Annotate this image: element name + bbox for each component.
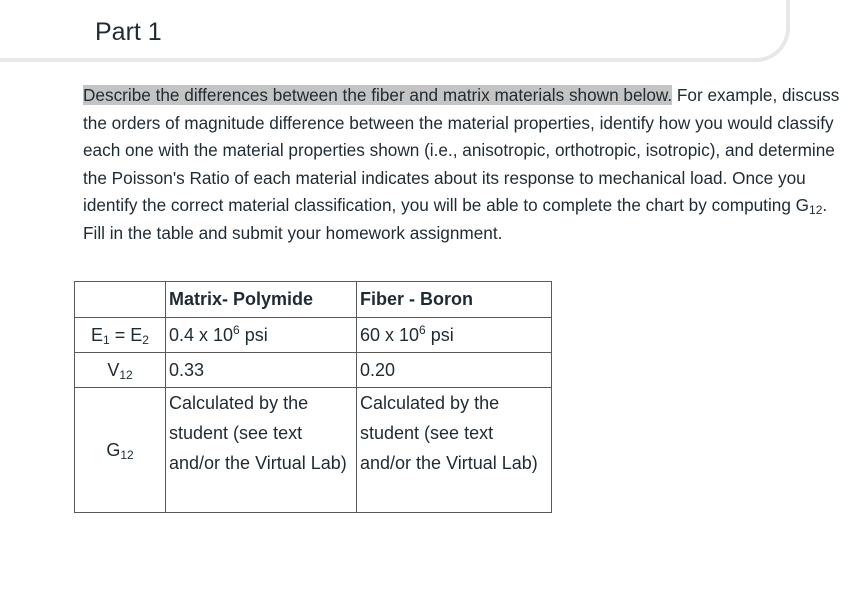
table-header-row — [75, 282, 552, 318]
table-row-poisson — [75, 353, 552, 388]
instructions-paragraph — [83, 82, 843, 247]
part-title: Part 1 — [95, 18, 162, 46]
fiber-shear: Calculated by the student (see text and/or the Virtual Lab) — [357, 388, 552, 513]
highlighted-instruction: Describe the differences between the fiber and matrix materials shown below. — [83, 85, 673, 105]
table-row-modulus — [75, 318, 552, 353]
material-properties-table — [74, 281, 552, 513]
label-modulus: $E_1 = E_2$ — [75, 318, 166, 353]
instruction-text-end: . Fill in the table and submit your homework assignment. — [83, 195, 828, 243]
matrix-modulus: 0.4 x $10^6$ psi — [166, 318, 357, 353]
fiber-poisson: 0.20 — [357, 353, 552, 388]
header-empty-cell — [75, 282, 166, 318]
label-shear: $G_{12}$ — [75, 388, 166, 513]
matrix-poisson: 0.33 — [166, 353, 357, 388]
matrix-shear: Calculated by the student (see text and/or the Virtual Lab) — [166, 388, 357, 513]
instruction-text: For example, discuss the orders of magnitude difference between the material properties, identify how you would classify each one with the material properties shown (i.e., anisotropic, orthotropic, isotropic), and determine the Poisson's Ratio of each material indicates about its response to mechanical load. Once you identify the correct material classification, you will be able to complete the chart by computing G — [83, 85, 840, 215]
table-row-shear — [75, 388, 552, 513]
label-poisson: $V_{12}$ — [75, 353, 166, 388]
instruction-subscript: 12 — [809, 203, 823, 217]
fiber-modulus: 60 x $10^6$ psi — [357, 318, 552, 353]
header-fiber: Fiber - Boron — [357, 282, 552, 318]
header-matrix: Matrix- Polymide — [166, 282, 357, 318]
